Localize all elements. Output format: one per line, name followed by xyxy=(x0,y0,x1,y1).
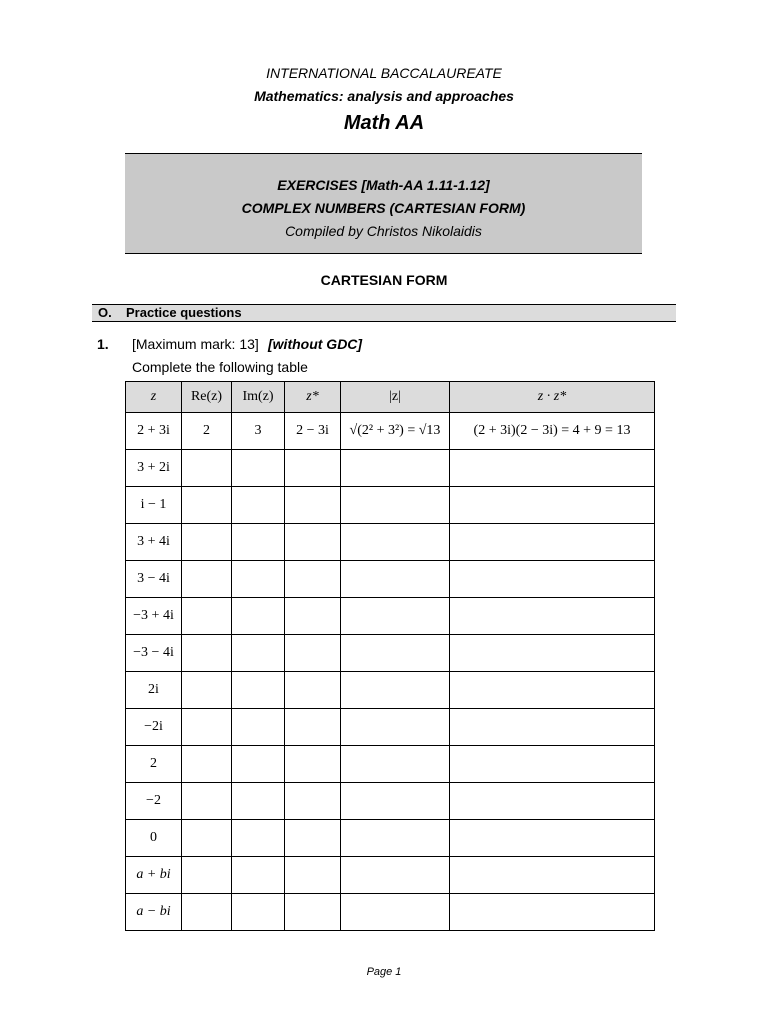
cell-z-conjugate[interactable] xyxy=(285,598,341,635)
cell-im-z[interactable] xyxy=(232,635,285,672)
question-max-mark: [Maximum mark: 13] xyxy=(132,336,259,352)
cell-z-conjugate: 2 − 3i xyxy=(285,413,341,450)
table-row xyxy=(126,894,655,931)
question-number: 1. xyxy=(97,336,109,352)
cell-z-conjugate[interactable] xyxy=(285,820,341,857)
cell-z-times-conjugate[interactable] xyxy=(450,561,655,598)
cell-z-times-conjugate[interactable] xyxy=(450,746,655,783)
cell-im-z[interactable] xyxy=(232,746,285,783)
practice-number: O. xyxy=(98,305,112,320)
cell-re-z[interactable] xyxy=(182,635,232,672)
table-row xyxy=(126,672,655,709)
question-gdc-note: [without GDC] xyxy=(268,336,363,352)
table-row xyxy=(126,746,655,783)
cell-modulus-z[interactable] xyxy=(341,450,450,487)
cell-modulus-z[interactable] xyxy=(341,820,450,857)
cell-z-value: 2 xyxy=(126,746,182,783)
cell-modulus-z[interactable] xyxy=(341,709,450,746)
cell-modulus-z[interactable] xyxy=(341,783,450,820)
practice-bar xyxy=(92,304,676,322)
cell-im-z[interactable] xyxy=(232,820,285,857)
cell-z-times-conjugate[interactable] xyxy=(450,894,655,931)
cell-re-z[interactable] xyxy=(182,598,232,635)
cell-modulus-z[interactable] xyxy=(341,894,450,931)
cell-im-z[interactable] xyxy=(232,783,285,820)
page-number: Page 1 xyxy=(366,966,402,978)
question-instruction: Complete the following table xyxy=(132,359,308,375)
cell-im-z[interactable] xyxy=(232,524,285,561)
cell-z-times-conjugate[interactable] xyxy=(450,672,655,709)
cell-modulus-z[interactable] xyxy=(341,672,450,709)
table-row xyxy=(126,487,655,524)
cell-z-value: 0 xyxy=(126,820,182,857)
cell-im-z[interactable] xyxy=(232,598,285,635)
cell-z-conjugate[interactable] xyxy=(285,450,341,487)
table-row xyxy=(126,598,655,635)
cell-im-z[interactable] xyxy=(232,857,285,894)
header-re-z: Re(z) xyxy=(182,382,232,413)
cell-z-value: 3 + 4i xyxy=(126,524,182,561)
cell-modulus-z[interactable] xyxy=(341,746,450,783)
cell-re-z[interactable] xyxy=(182,450,232,487)
cell-im-z[interactable] xyxy=(232,672,285,709)
cell-z-conjugate[interactable] xyxy=(285,746,341,783)
cell-im-z[interactable] xyxy=(232,709,285,746)
table-row xyxy=(126,783,655,820)
cell-modulus-z[interactable] xyxy=(341,487,450,524)
cell-z-conjugate[interactable] xyxy=(285,487,341,524)
cell-z-value: a + bi xyxy=(126,857,182,894)
cell-z-conjugate[interactable] xyxy=(285,709,341,746)
cell-z-times-conjugate[interactable] xyxy=(450,857,655,894)
cell-z-value: 3 + 2i xyxy=(126,450,182,487)
cell-z-value: 3 − 4i xyxy=(126,561,182,598)
cell-z-conjugate[interactable] xyxy=(285,894,341,931)
cell-z-times-conjugate[interactable] xyxy=(450,783,655,820)
cell-z-conjugate[interactable] xyxy=(285,561,341,598)
cell-re-z[interactable] xyxy=(182,487,232,524)
cell-re-z[interactable] xyxy=(182,672,232,709)
cell-z-value: 2 + 3i xyxy=(126,413,182,450)
cell-z-times-conjugate[interactable] xyxy=(450,598,655,635)
cell-z-conjugate[interactable] xyxy=(285,783,341,820)
cell-z-value: −3 + 4i xyxy=(126,598,182,635)
cell-re-z: 2 xyxy=(182,413,232,450)
cell-modulus-z: √(2² + 3²) = √13 xyxy=(341,413,450,450)
header-im-z: Im(z) xyxy=(232,382,285,413)
course-subtitle: Mathematics: analysis and approaches xyxy=(254,88,514,104)
header-modulus-z: |z| xyxy=(341,382,450,413)
cell-z-conjugate[interactable] xyxy=(285,672,341,709)
cell-modulus-z[interactable] xyxy=(341,561,450,598)
cell-im-z[interactable] xyxy=(232,561,285,598)
table-row xyxy=(126,820,655,857)
cell-z-conjugate[interactable] xyxy=(285,635,341,672)
cell-re-z[interactable] xyxy=(182,894,232,931)
exercises-label: EXERCISES [Math-AA 1.11-1.12] xyxy=(277,177,490,193)
table-header-row xyxy=(126,382,655,413)
table-row xyxy=(126,450,655,487)
cell-z-value: −2 xyxy=(126,783,182,820)
cell-im-z[interactable] xyxy=(232,450,285,487)
cell-z-times-conjugate[interactable] xyxy=(450,709,655,746)
cell-im-z[interactable] xyxy=(232,894,285,931)
cell-z-times-conjugate: (2 + 3i)(2 − 3i) = 4 + 9 = 13 xyxy=(450,413,655,450)
cell-im-z[interactable] xyxy=(232,487,285,524)
cell-re-z[interactable] xyxy=(182,746,232,783)
header-z-times-conjugate: z · z* xyxy=(450,382,655,413)
course-title: Math AA xyxy=(343,112,425,134)
topic-label: COMPLEX NUMBERS (CARTESIAN FORM) xyxy=(241,200,526,216)
cell-re-z[interactable] xyxy=(182,857,232,894)
table-row xyxy=(126,635,655,672)
table-row xyxy=(126,524,655,561)
cell-z-value: a − bi xyxy=(126,894,182,931)
cell-modulus-z[interactable] xyxy=(341,857,450,894)
cell-z-value: i − 1 xyxy=(126,487,182,524)
cell-modulus-z[interactable] xyxy=(341,635,450,672)
cell-z-value: 2i xyxy=(126,672,182,709)
table-row xyxy=(126,561,655,598)
table-row xyxy=(126,413,655,450)
header-z-conjugate: z* xyxy=(285,382,341,413)
table-body xyxy=(126,413,655,931)
cell-z-times-conjugate[interactable] xyxy=(450,820,655,857)
cell-re-z[interactable] xyxy=(182,524,232,561)
cell-z-times-conjugate[interactable] xyxy=(450,450,655,487)
header-z: z xyxy=(126,382,182,413)
cell-z-conjugate[interactable] xyxy=(285,857,341,894)
cell-z-value: −2i xyxy=(126,709,182,746)
cell-z-times-conjugate[interactable] xyxy=(450,524,655,561)
table-row xyxy=(126,709,655,746)
exercise-banner xyxy=(125,153,642,254)
cell-modulus-z[interactable] xyxy=(341,524,450,561)
compiled-by-label: Compiled by Christos Nikolaidis xyxy=(285,223,482,239)
cell-im-z: 3 xyxy=(232,413,285,450)
practice-label: Practice questions xyxy=(126,305,242,320)
cell-z-times-conjugate[interactable] xyxy=(450,635,655,672)
cell-modulus-z[interactable] xyxy=(341,598,450,635)
cell-re-z[interactable] xyxy=(182,561,232,598)
cell-re-z[interactable] xyxy=(182,783,232,820)
institution-heading: INTERNATIONAL BACCALAUREATE xyxy=(266,65,502,81)
complex-number-table xyxy=(125,381,655,931)
cell-z-value: −3 − 4i xyxy=(126,635,182,672)
cell-re-z[interactable] xyxy=(182,820,232,857)
cell-re-z[interactable] xyxy=(182,709,232,746)
table-row xyxy=(126,857,655,894)
section-title: CARTESIAN FORM xyxy=(320,272,448,288)
cell-z-times-conjugate[interactable] xyxy=(450,487,655,524)
cell-z-conjugate[interactable] xyxy=(285,524,341,561)
